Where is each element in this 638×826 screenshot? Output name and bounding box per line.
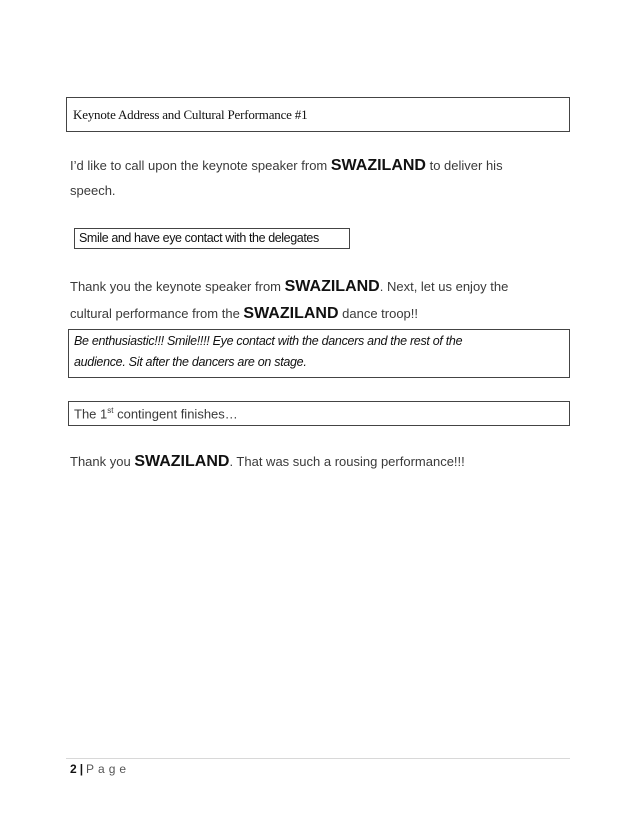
paragraph-text: to deliver his xyxy=(425,158,503,173)
stage-cue-text: Smile and have eye contact with the delegates xyxy=(79,231,319,245)
page-number: 2 xyxy=(70,762,77,776)
paragraph-thank-country xyxy=(70,452,465,472)
page-footer xyxy=(70,762,130,776)
paragraph-text: . That was such a rousing performance!!! xyxy=(229,454,465,469)
stage-cue-box-contingent xyxy=(68,401,570,426)
paragraph-call-speaker xyxy=(70,156,503,176)
cue-text-part: contingent finishes… xyxy=(113,406,238,422)
footer-divider xyxy=(66,758,570,759)
paragraph-text: dance troop!! xyxy=(338,306,419,321)
paragraph-text: Thank you xyxy=(70,454,135,469)
footer-separator: | xyxy=(79,762,84,776)
section-heading: Keynote Address and Cultural Performance #1 xyxy=(73,107,308,122)
stage-cue-box-enthusiasm xyxy=(68,329,570,378)
ordinal-suffix: st xyxy=(107,406,114,415)
country-name: SWAZILAND xyxy=(330,157,426,174)
paragraph-text: I’d like to call upon the keynote speaker from xyxy=(70,158,331,173)
stage-cue-text xyxy=(74,406,238,421)
cue-text-part: The 1 xyxy=(74,406,108,422)
country-name: SWAZILAND xyxy=(243,305,339,322)
country-name: SWAZILAND xyxy=(284,278,380,295)
paragraph-call-speaker-line2: speech. xyxy=(70,183,116,198)
stage-cue-text: audience. Sit after the dancers are on stage. xyxy=(74,355,307,369)
paragraph-text: cultural performance from the xyxy=(70,306,244,321)
country-name: SWAZILAND xyxy=(134,453,230,470)
paragraph-text: . Next, let us enjoy the xyxy=(379,279,509,294)
page-label: Page xyxy=(86,762,131,776)
paragraph-thank-speaker xyxy=(70,277,508,297)
paragraph-text: Thank you the keynote speaker from xyxy=(70,279,285,294)
stage-cue-box xyxy=(74,228,350,249)
section-heading-box xyxy=(66,97,570,132)
paragraph-cultural-performance xyxy=(70,304,418,324)
stage-cue-text: Be enthusiastic!!! Smile!!!! Eye contact with the dancers and the rest of the xyxy=(74,334,463,348)
